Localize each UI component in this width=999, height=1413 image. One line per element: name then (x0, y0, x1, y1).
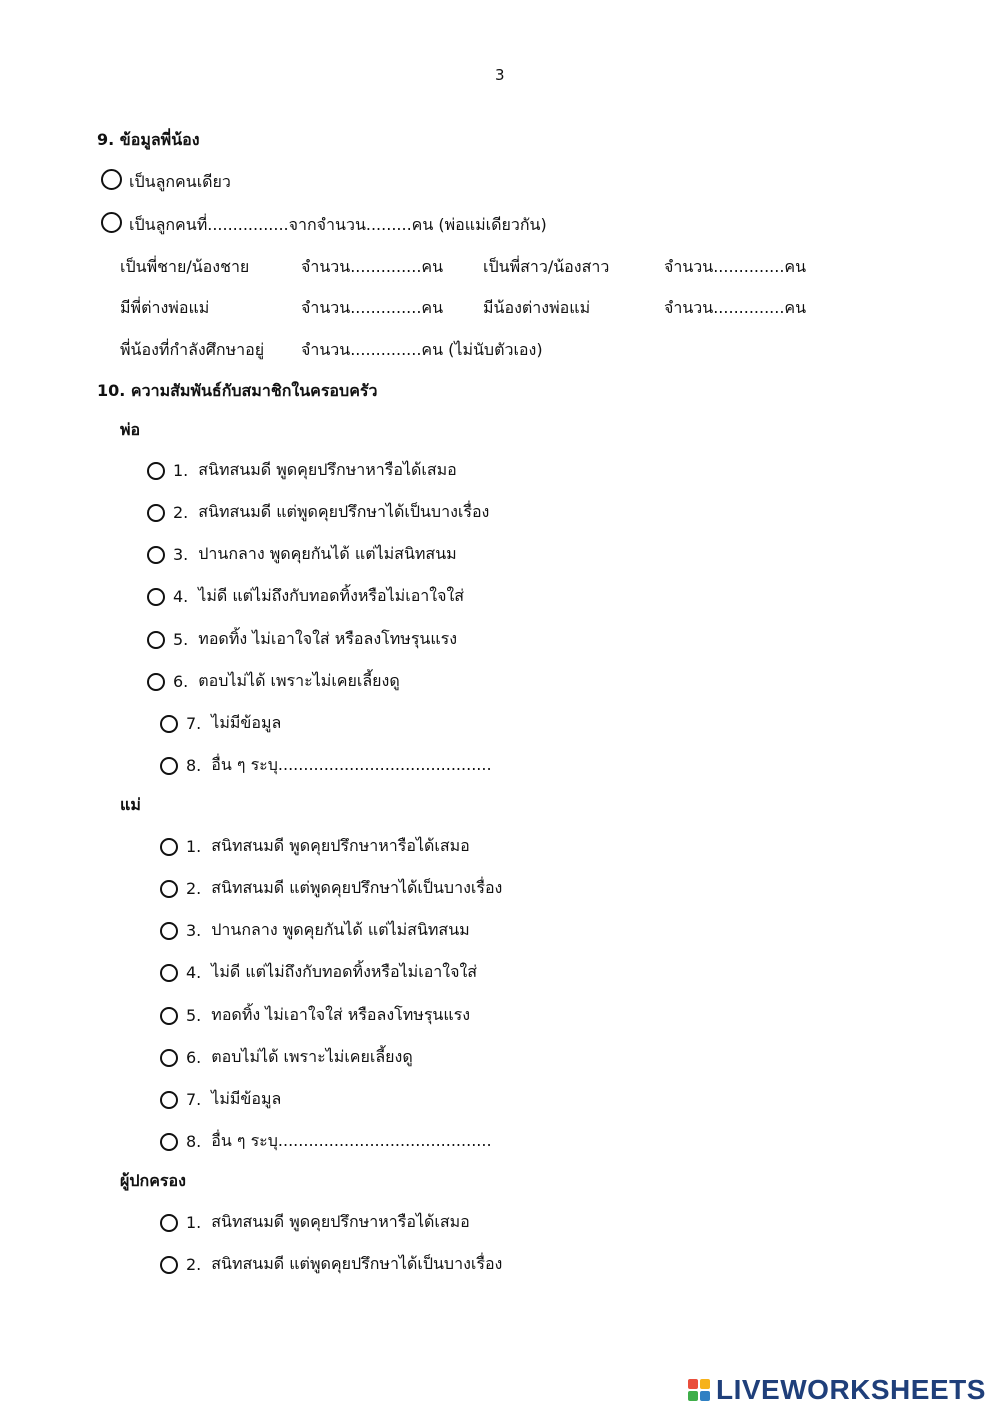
half-older-count: จำนวน..............คน (301, 298, 444, 317)
radio-circle-icon[interactable] (160, 880, 178, 898)
radio-circle-icon[interactable] (160, 1007, 178, 1025)
liveworksheets-logo (688, 1374, 986, 1406)
mother-option-1[interactable]: 1. สนิทสนมดี พูดคุยปรึกษาหารือได้เสมอ (160, 834, 470, 859)
mother-heading: แม่ (120, 795, 141, 814)
radio-circle-icon[interactable] (160, 715, 178, 733)
radio-circle-icon[interactable] (147, 504, 165, 522)
father-option-8[interactable]: 8. อื่น ๆ ระบุ.......................................... (160, 753, 492, 778)
guardian-option-1[interactable]: 1. สนิทสนมดี พูดคุยปรึกษาหารือได้เสมอ (160, 1210, 470, 1235)
father-option-1[interactable]: 1. สนิทสนมดี พูดคุยปรึกษาหารือได้เสมอ (147, 458, 457, 483)
child-order-label: เป็นลูกคนที่................จากจำนวน.........คน (พ่อแม่เดียวกัน) (129, 215, 547, 234)
father-option-6[interactable]: 6. ตอบไม่ได้ เพราะไม่เคยเลี้ยงดู (147, 669, 400, 694)
studying-siblings-count: จำนวน..............คน (ไม่นับตัวเอง) (301, 340, 543, 359)
studying-siblings-label: พี่น้องที่กำลังศึกษาอยู่ (120, 340, 265, 359)
liveworksheets-wordmark: LIVEWORKSHEETS (716, 1374, 986, 1405)
father-option-2[interactable]: 2. สนิทสนมดี แต่พูดคุยปรึกษาได้เป็นบางเรื่อง (147, 500, 489, 525)
radio-circle-icon[interactable] (147, 546, 165, 564)
mother-option-5[interactable]: 5. ทอดทิ้ง ไม่เอาใจใส่ หรือลงโทษรุนแรง (160, 1003, 470, 1028)
half-older-label: มีพี่ต่างพ่อแม่ (120, 298, 210, 317)
radio-circle-icon[interactable] (160, 838, 178, 856)
half-younger-label: มีน้องต่างพ่อแม่ (483, 298, 591, 317)
mother-option-4[interactable]: 4. ไม่ดี แต่ไม่ถึงกับทอดทิ้งหรือไม่เอาใจใส่ (160, 960, 477, 985)
radio-circle-icon[interactable] (147, 631, 165, 649)
mother-option-6[interactable]: 6. ตอบไม่ได้ เพราะไม่เคยเลี้ยงดู (160, 1045, 413, 1070)
radio-circle-icon[interactable] (160, 964, 178, 982)
section-10-title: 10. ความสัมพันธ์กับสมาชิกในครอบครัว (97, 381, 378, 400)
guardian-heading: ผู้ปกครอง (120, 1171, 186, 1190)
mother-option-2[interactable]: 2. สนิทสนมดี แต่พูดคุยปรึกษาได้เป็นบางเรื่อง (160, 876, 502, 901)
father-option-7[interactable]: 7. ไม่มีข้อมูล (160, 711, 281, 736)
radio-circle-icon[interactable] (160, 1133, 178, 1151)
siblings-brothers-label: เป็นพี่ชาย/น้องชาย (120, 257, 250, 276)
radio-circle-icon[interactable] (160, 1091, 178, 1109)
only-child-label: เป็นลูกคนเดียว (129, 172, 231, 191)
radio-circle-icon[interactable] (147, 673, 165, 691)
radio-circle-icon[interactable] (160, 922, 178, 940)
father-option-3[interactable]: 3. ปานกลาง พูดคุยกันได้ แต่ไม่สนิทสนม (147, 542, 457, 567)
mother-option-3[interactable]: 3. ปานกลาง พูดคุยกันได้ แต่ไม่สนิทสนม (160, 918, 470, 943)
mother-option-7[interactable]: 7. ไม่มีข้อมูล (160, 1087, 281, 1112)
radio-circle-icon[interactable] (160, 1049, 178, 1067)
half-younger-count: จำนวน..............คน (664, 298, 807, 317)
siblings-sisters-count: จำนวน..............คน (664, 257, 807, 276)
radio-circle-icon[interactable] (160, 1214, 178, 1232)
mother-option-8[interactable]: 8. อื่น ๆ ระบุ.......................................... (160, 1129, 492, 1154)
radio-circle-icon[interactable] (160, 757, 178, 775)
radio-circle-icon[interactable] (147, 588, 165, 606)
liveworksheets-logo-icon (688, 1379, 710, 1401)
radio-circle-icon[interactable] (160, 1256, 178, 1274)
father-option-4[interactable]: 4. ไม่ดี แต่ไม่ถึงกับทอดทิ้งหรือไม่เอาใจใส่ (147, 584, 464, 609)
page-number: 3 (495, 66, 505, 84)
siblings-brothers-count: จำนวน..............คน (301, 257, 444, 276)
siblings-sisters-label: เป็นพี่สาว/น้องสาว (483, 257, 610, 276)
guardian-option-2[interactable]: 2. สนิทสนมดี แต่พูดคุยปรึกษาได้เป็นบางเรื่อง (160, 1252, 502, 1277)
child-order-radio[interactable] (101, 212, 122, 233)
section-9-title: 9. ข้อมูลพี่น้อง (97, 130, 200, 149)
radio-circle-icon[interactable] (147, 462, 165, 480)
father-option-5[interactable]: 5. ทอดทิ้ง ไม่เอาใจใส่ หรือลงโทษรุนแรง (147, 627, 457, 652)
father-heading: พ่อ (120, 420, 141, 439)
only-child-radio[interactable] (101, 169, 122, 190)
